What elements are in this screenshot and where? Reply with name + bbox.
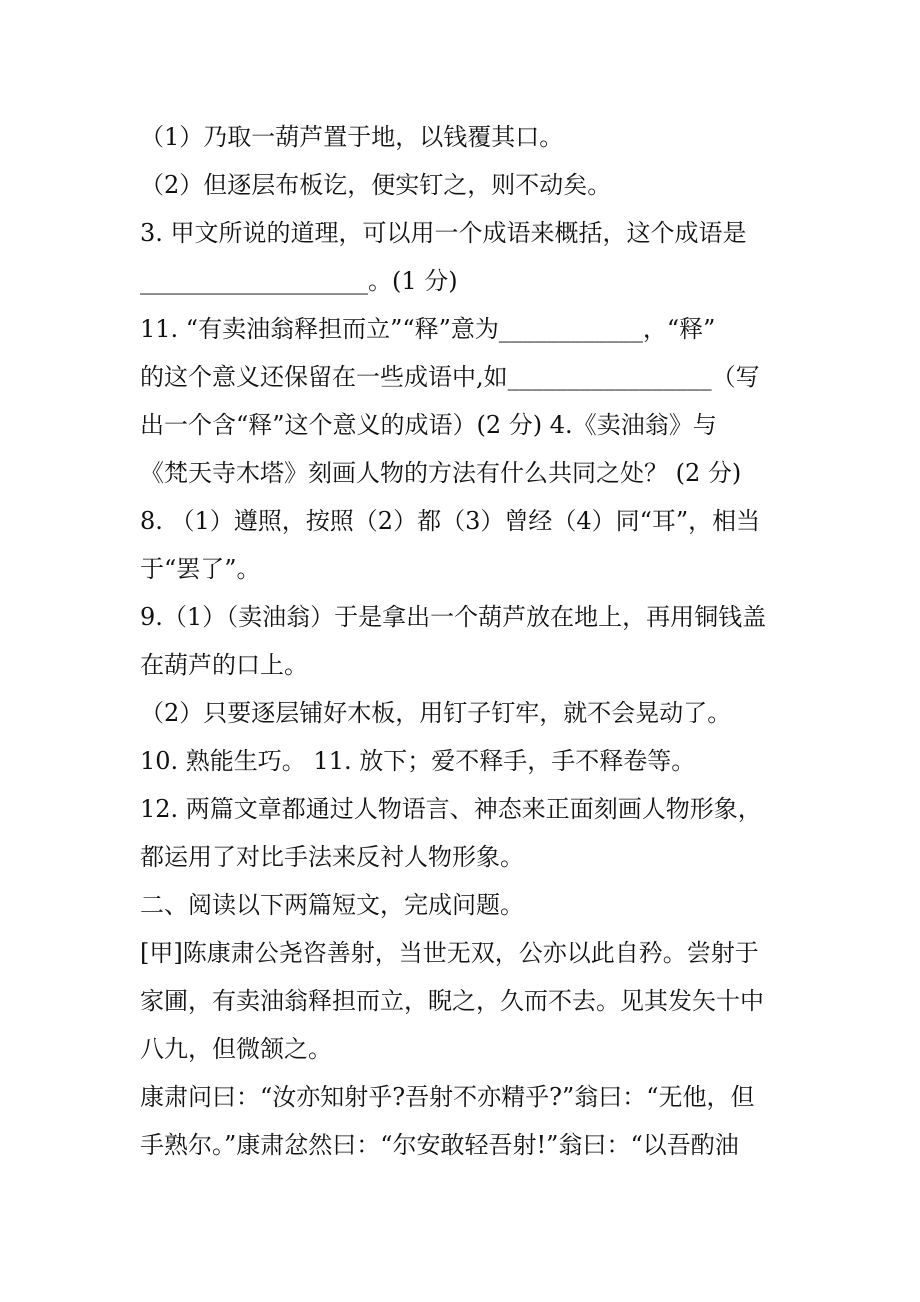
text-line-12: 在葫芦的口上。 — [140, 651, 308, 679]
text-line-15: 12. 两篇文章都通过人物语言、神态来正面刻画人物形象， — [140, 795, 762, 823]
text-line-18: [甲]陈康肃公尧咨善射，当世无双，公亦以此自矜。尝射于 — [140, 939, 759, 967]
text-line-20: 八九，但微颔之。 — [140, 1035, 332, 1063]
text-line-4: ___________________。(1 分) — [140, 267, 458, 295]
text-line-7: 出一个含“释”这个意义的成语）(2 分) 4.《卖油翁》与 — [140, 411, 717, 439]
text-line-2: （2）但逐层布板讫，便实钉之，则不动矣。 — [140, 171, 612, 199]
text-line-3: 3. 甲文所说的道理，可以用一个成语来概括，这个成语是 — [140, 219, 747, 247]
text-line-17: 二、阅读以下两篇短文，完成问题。 — [140, 891, 524, 919]
text-line-6: 的这个意义还保留在一些成语中,如_________________（写 — [140, 363, 760, 391]
text-line-5: 11. “有卖油翁释担而立”“释”意为____________，“释” — [140, 315, 716, 343]
text-line-14: 10. 熟能生巧。 11. 放下；爱不释手，手不释卷等。 — [140, 747, 696, 775]
text-line-8: 《梵天寺木塔》刻画人物的方法有什么共同之处？ (2 分) — [140, 459, 742, 487]
text-line-22: 手熟尔。”康肃忿然曰：“尔安敢轻吾射!”翁曰：“以吾酌油 — [140, 1131, 739, 1159]
text-line-11: 9.（1）（卖油翁）于是拿出一个葫芦放在地上，再用铜钱盖 — [140, 603, 767, 631]
text-line-10: 于“罢了”。 — [140, 555, 261, 583]
text-line-19: 家圃，有卖油翁释担而立，睨之，久而不去。见其发矢十中 — [140, 987, 764, 1015]
text-line-13: （2）只要逐层铺好木板，用钉子钉牢，就不会晃动了。 — [140, 699, 732, 727]
text-line-1: （1）乃取一葫芦置于地，以钱覆其口。 — [140, 123, 564, 151]
text-line-16: 都运用了对比手法来反衬人物形象。 — [140, 843, 524, 871]
text-line-9: 8. （1）遵照，按照（2）都（3）曾经（4）同“耳”，相当 — [140, 507, 761, 535]
text-line-21: 康肃问曰：“汝亦知射乎?吾射不亦精乎?”翁曰：“无他，但 — [140, 1083, 755, 1111]
